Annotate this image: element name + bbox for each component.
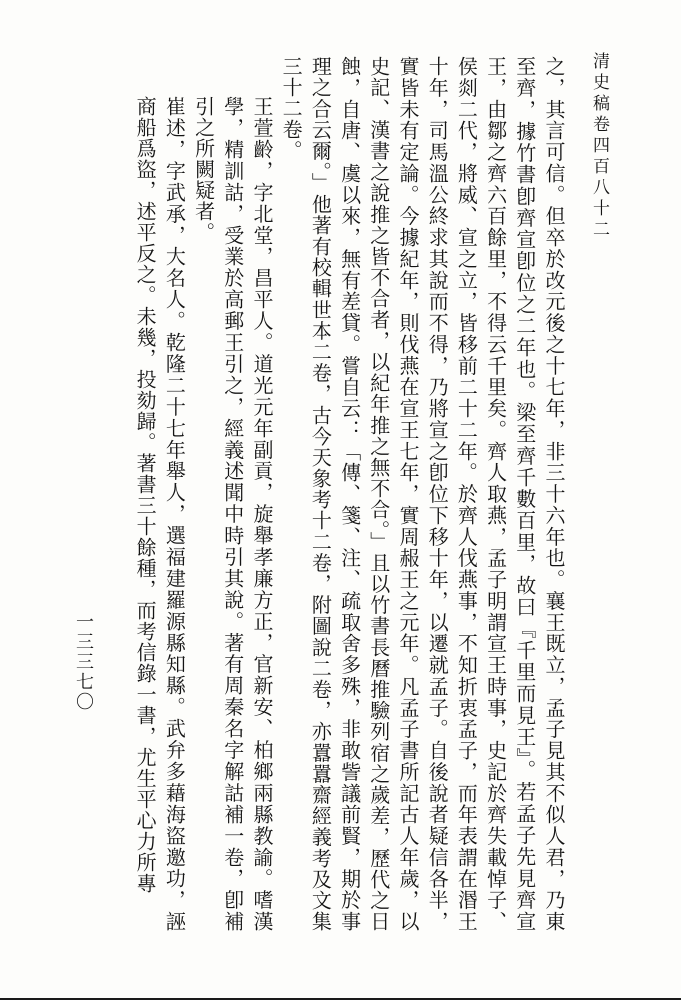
paragraph-continuation: 之，其言可信。但卒於改元後之十七年，非三十六年也。襄王既立，孟子見其不似人君，乃東至齊，據竹書卽齊宣卽位之二年也。梁至齊千數百里，故曰『千里而見王』。若孟子先見齊宣王，由鄒之齊六百餘里，不得云千里矣。齊人取燕，孟子明謂宣王時事，史記於齊失載悼子、侯剡二代，將威、宣之立，皆移前二十二年。於齊人伐燕事，不知折衷孟子，而年表謂在湣王十年，司馬溫公終求其說而不得，乃將宣之卽位下移十年，以遷就孟子。自後說者疑信各半，實皆未有定論。今據紀年，則伐燕在宣王七年，實周赧王之元年。凡孟子書所記古人年歲，以史記、漢書之說推之皆不合者，以紀年推之無不合。」且以竹書長曆推驗列宿之歲差，歷代之日蝕，自唐、虞以來，無有差貸。嘗自云：「傳、箋、注、疏取舍多殊，非敢訾議前賢，期於事理之合云爾。」他著有校輯世本二卷，古今天象考十二卷，附圖說二卷，亦囂囂齋經義考及文集三十二卷。 [279, 56, 566, 932]
paragraph-cui-shu: 崔述，字武承，大名人。乾隆二十七年舉人，選福建羅源縣知縣。武弁多藉海盜邀功，誣商船爲盜，述平反之。未幾，投劾歸。著書三十餘種，而考信錄一書，尤生平心力所專 [133, 96, 187, 932]
running-header: 清史稿卷四百八十二 [589, 52, 609, 241]
body-text [100, 56, 568, 932]
page-number: 一三三七〇 [73, 612, 94, 712]
paragraph-wang-xuanling: 王萱齡，字北堂，昌平人。道光元年副貢，旋舉孝廉方正，官新安、柏鄉兩縣教諭。嗜漢學，精訓詁，受業於高郵王引之，經義述聞中時引其說。著有周秦名字解詁補一卷，卽補引之所闕疑者。 [191, 96, 274, 932]
